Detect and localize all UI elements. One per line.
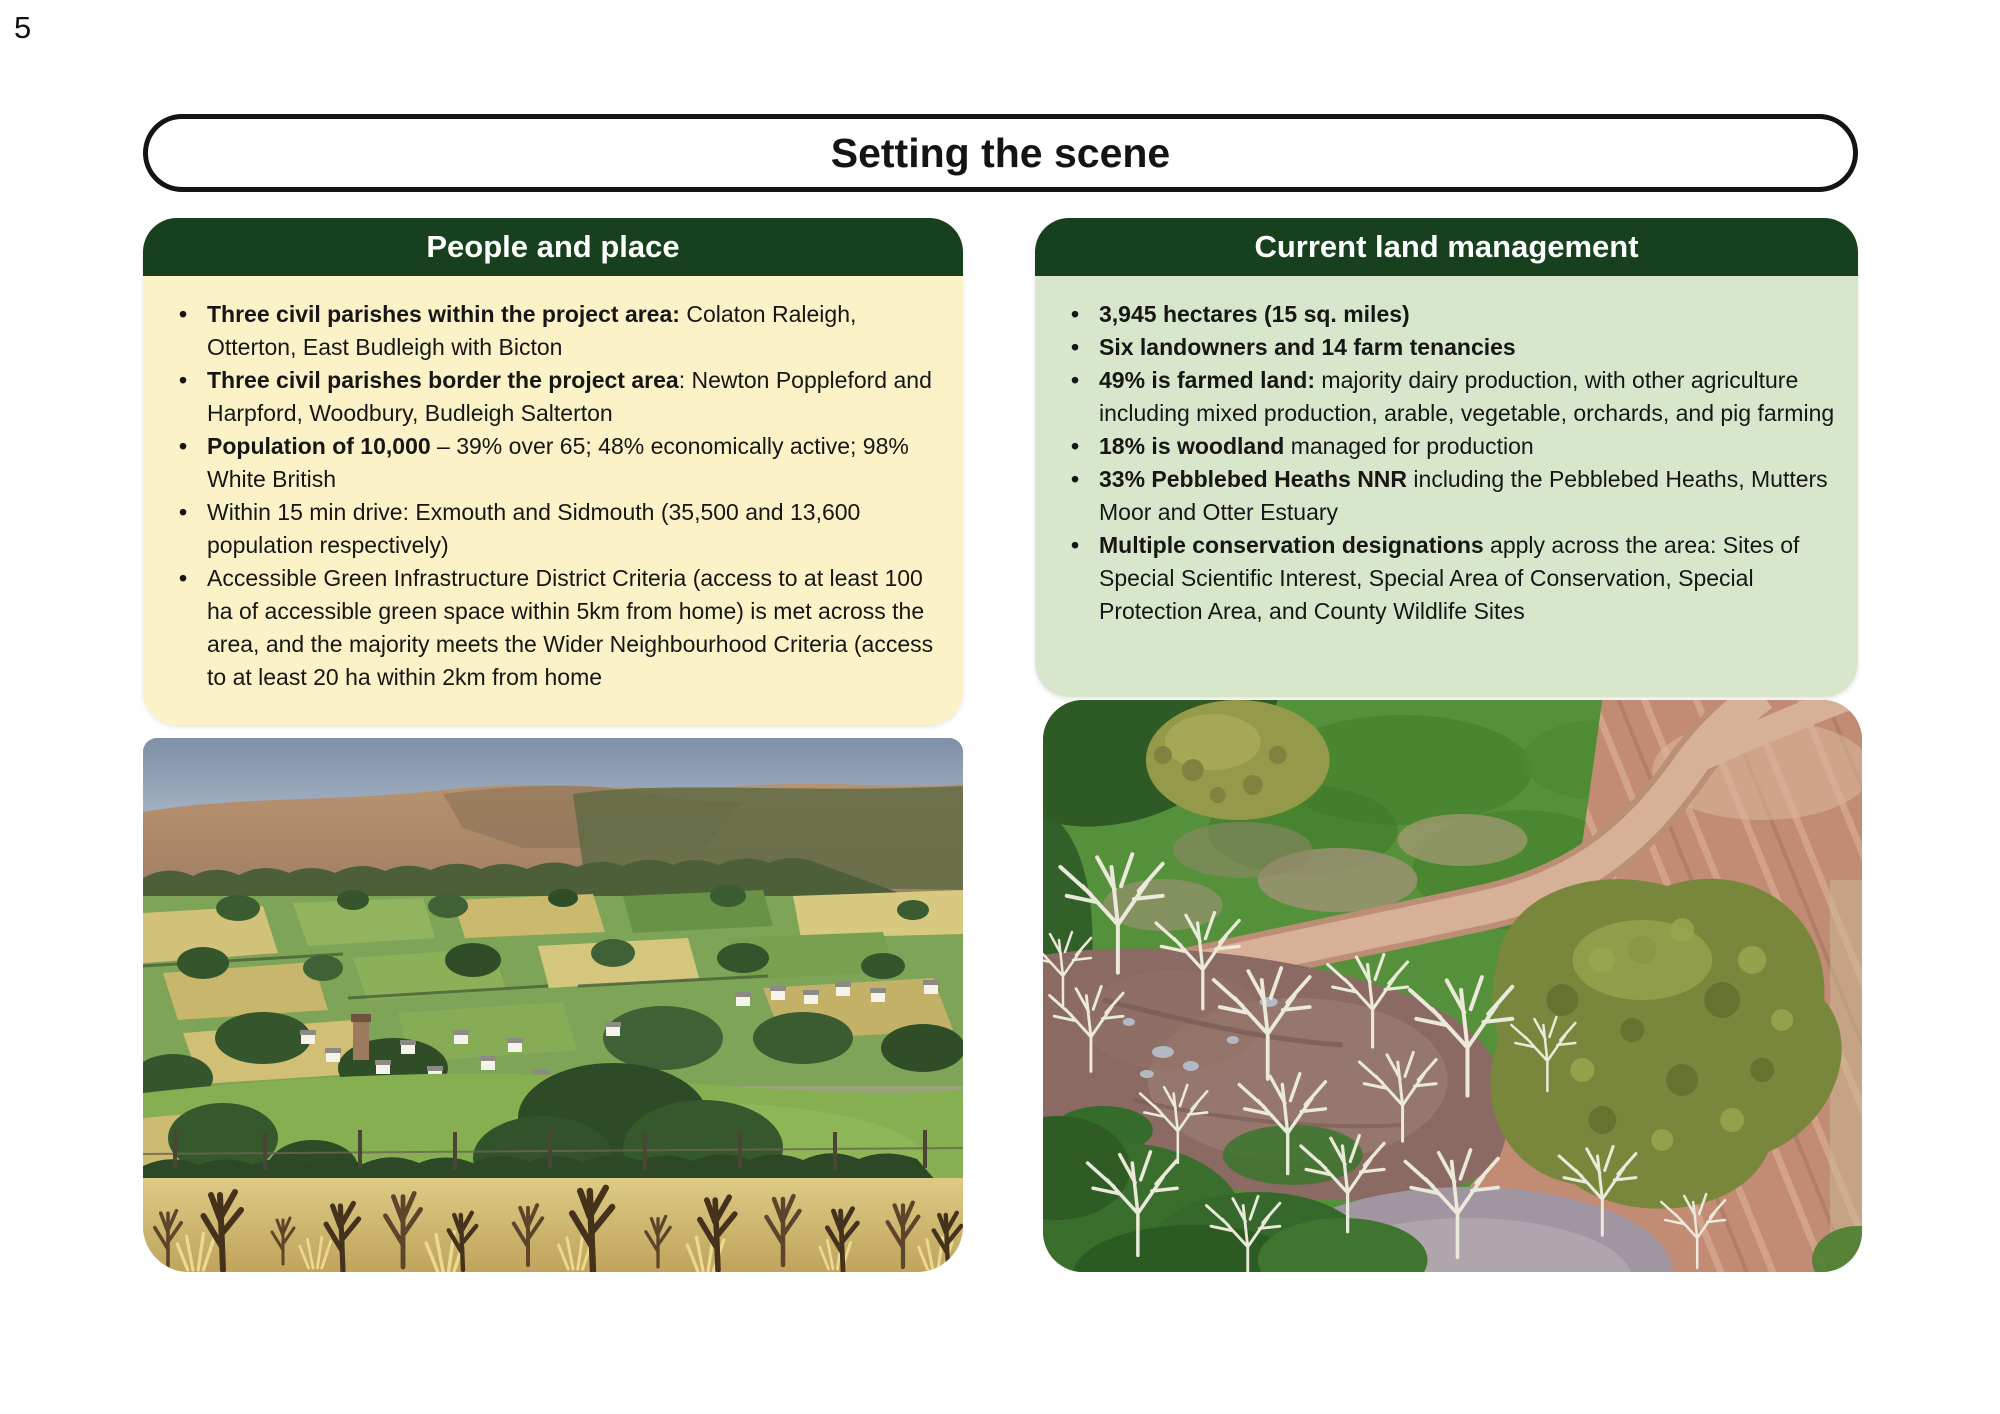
page-title: Setting the scene	[830, 129, 1171, 176]
list-item	[1099, 463, 1840, 529]
bullet-bold: Three civil parishes border the project area	[207, 367, 679, 393]
bullet-text: Colaton Raleigh, Otterton, East Budleigh with Bicton	[207, 301, 857, 360]
list-item	[1099, 331, 1840, 364]
card-current-land-management	[1035, 218, 1858, 697]
list-item	[207, 562, 945, 694]
list-item	[1099, 529, 1840, 628]
landscape-photo	[143, 738, 963, 1272]
bullet-bold: 49% is farmed land:	[1099, 367, 1316, 393]
bullet-text: Accessible Green Infrastructure District Criteria (access to at least 100 ha of accessible green space within 5km from home) is met across the area, and the majority meets the Wider Neighbourhood Criteria (access to at least 20 ha within 2km from home	[207, 565, 934, 690]
list-item	[1099, 430, 1840, 463]
aerial-photo-art	[1043, 700, 1862, 1272]
bullet-bold: Three civil parishes within the project area:	[207, 301, 680, 327]
card-header-current-land-management	[1035, 218, 1858, 276]
bullet-text: – 39% over 65; 48% economically active; 98% White British	[207, 433, 909, 492]
bullet-bold: 3,945 hectares (15 sq. miles)	[1099, 301, 1410, 327]
bullet-bold: Multiple conservation designations	[1099, 532, 1484, 558]
bullet-text: apply across the area: Sites of Special Scientific Interest, Special Area of Conservation, Special Protection Area, and County Wildlife Sites	[1099, 532, 1800, 624]
list-item	[1099, 364, 1840, 430]
list-item	[207, 364, 945, 430]
bullet-text: managed for production	[1284, 433, 1534, 459]
list-item	[207, 298, 945, 364]
bullet-text: : Newton Poppleford and Harpford, Woodbury, Budleigh Salterton	[207, 367, 932, 426]
card-people-and-place	[143, 218, 963, 725]
bullet-bold: Population of 10,000	[207, 433, 431, 459]
bullet-text: majority dairy production, with other agriculture including mixed production, arable, vegetable, orchards, and pig farming	[1099, 367, 1835, 426]
bullet-text: including the Pebblebed Heaths, Mutters Moor and Otter Estuary	[1099, 466, 1828, 525]
card-header-label: Current land management	[1254, 229, 1639, 264]
card-body-people-and-place	[143, 276, 963, 725]
list-item	[207, 430, 945, 496]
page-number: 5	[14, 10, 32, 45]
bullet-bold: Six landowners and 14 farm tenancies	[1099, 334, 1516, 360]
card-header-people-and-place	[143, 218, 963, 276]
card-header-label: People and place	[426, 229, 680, 264]
list-item	[207, 496, 945, 562]
bullet-list	[207, 298, 945, 694]
landscape-photo-art	[143, 738, 963, 1272]
bullet-text: Within 15 min drive: Exmouth and Sidmouth (35,500 and 13,600 population respectively)	[207, 499, 861, 558]
bullet-bold: 33% Pebblebed Heaths NNR	[1099, 466, 1408, 492]
title-banner	[143, 114, 1858, 192]
bullet-bold: 18% is woodland	[1099, 433, 1285, 459]
list-item	[1099, 298, 1840, 331]
bullet-list	[1099, 298, 1840, 628]
aerial-photo	[1043, 700, 1862, 1272]
card-body-current-land-management	[1035, 276, 1858, 697]
